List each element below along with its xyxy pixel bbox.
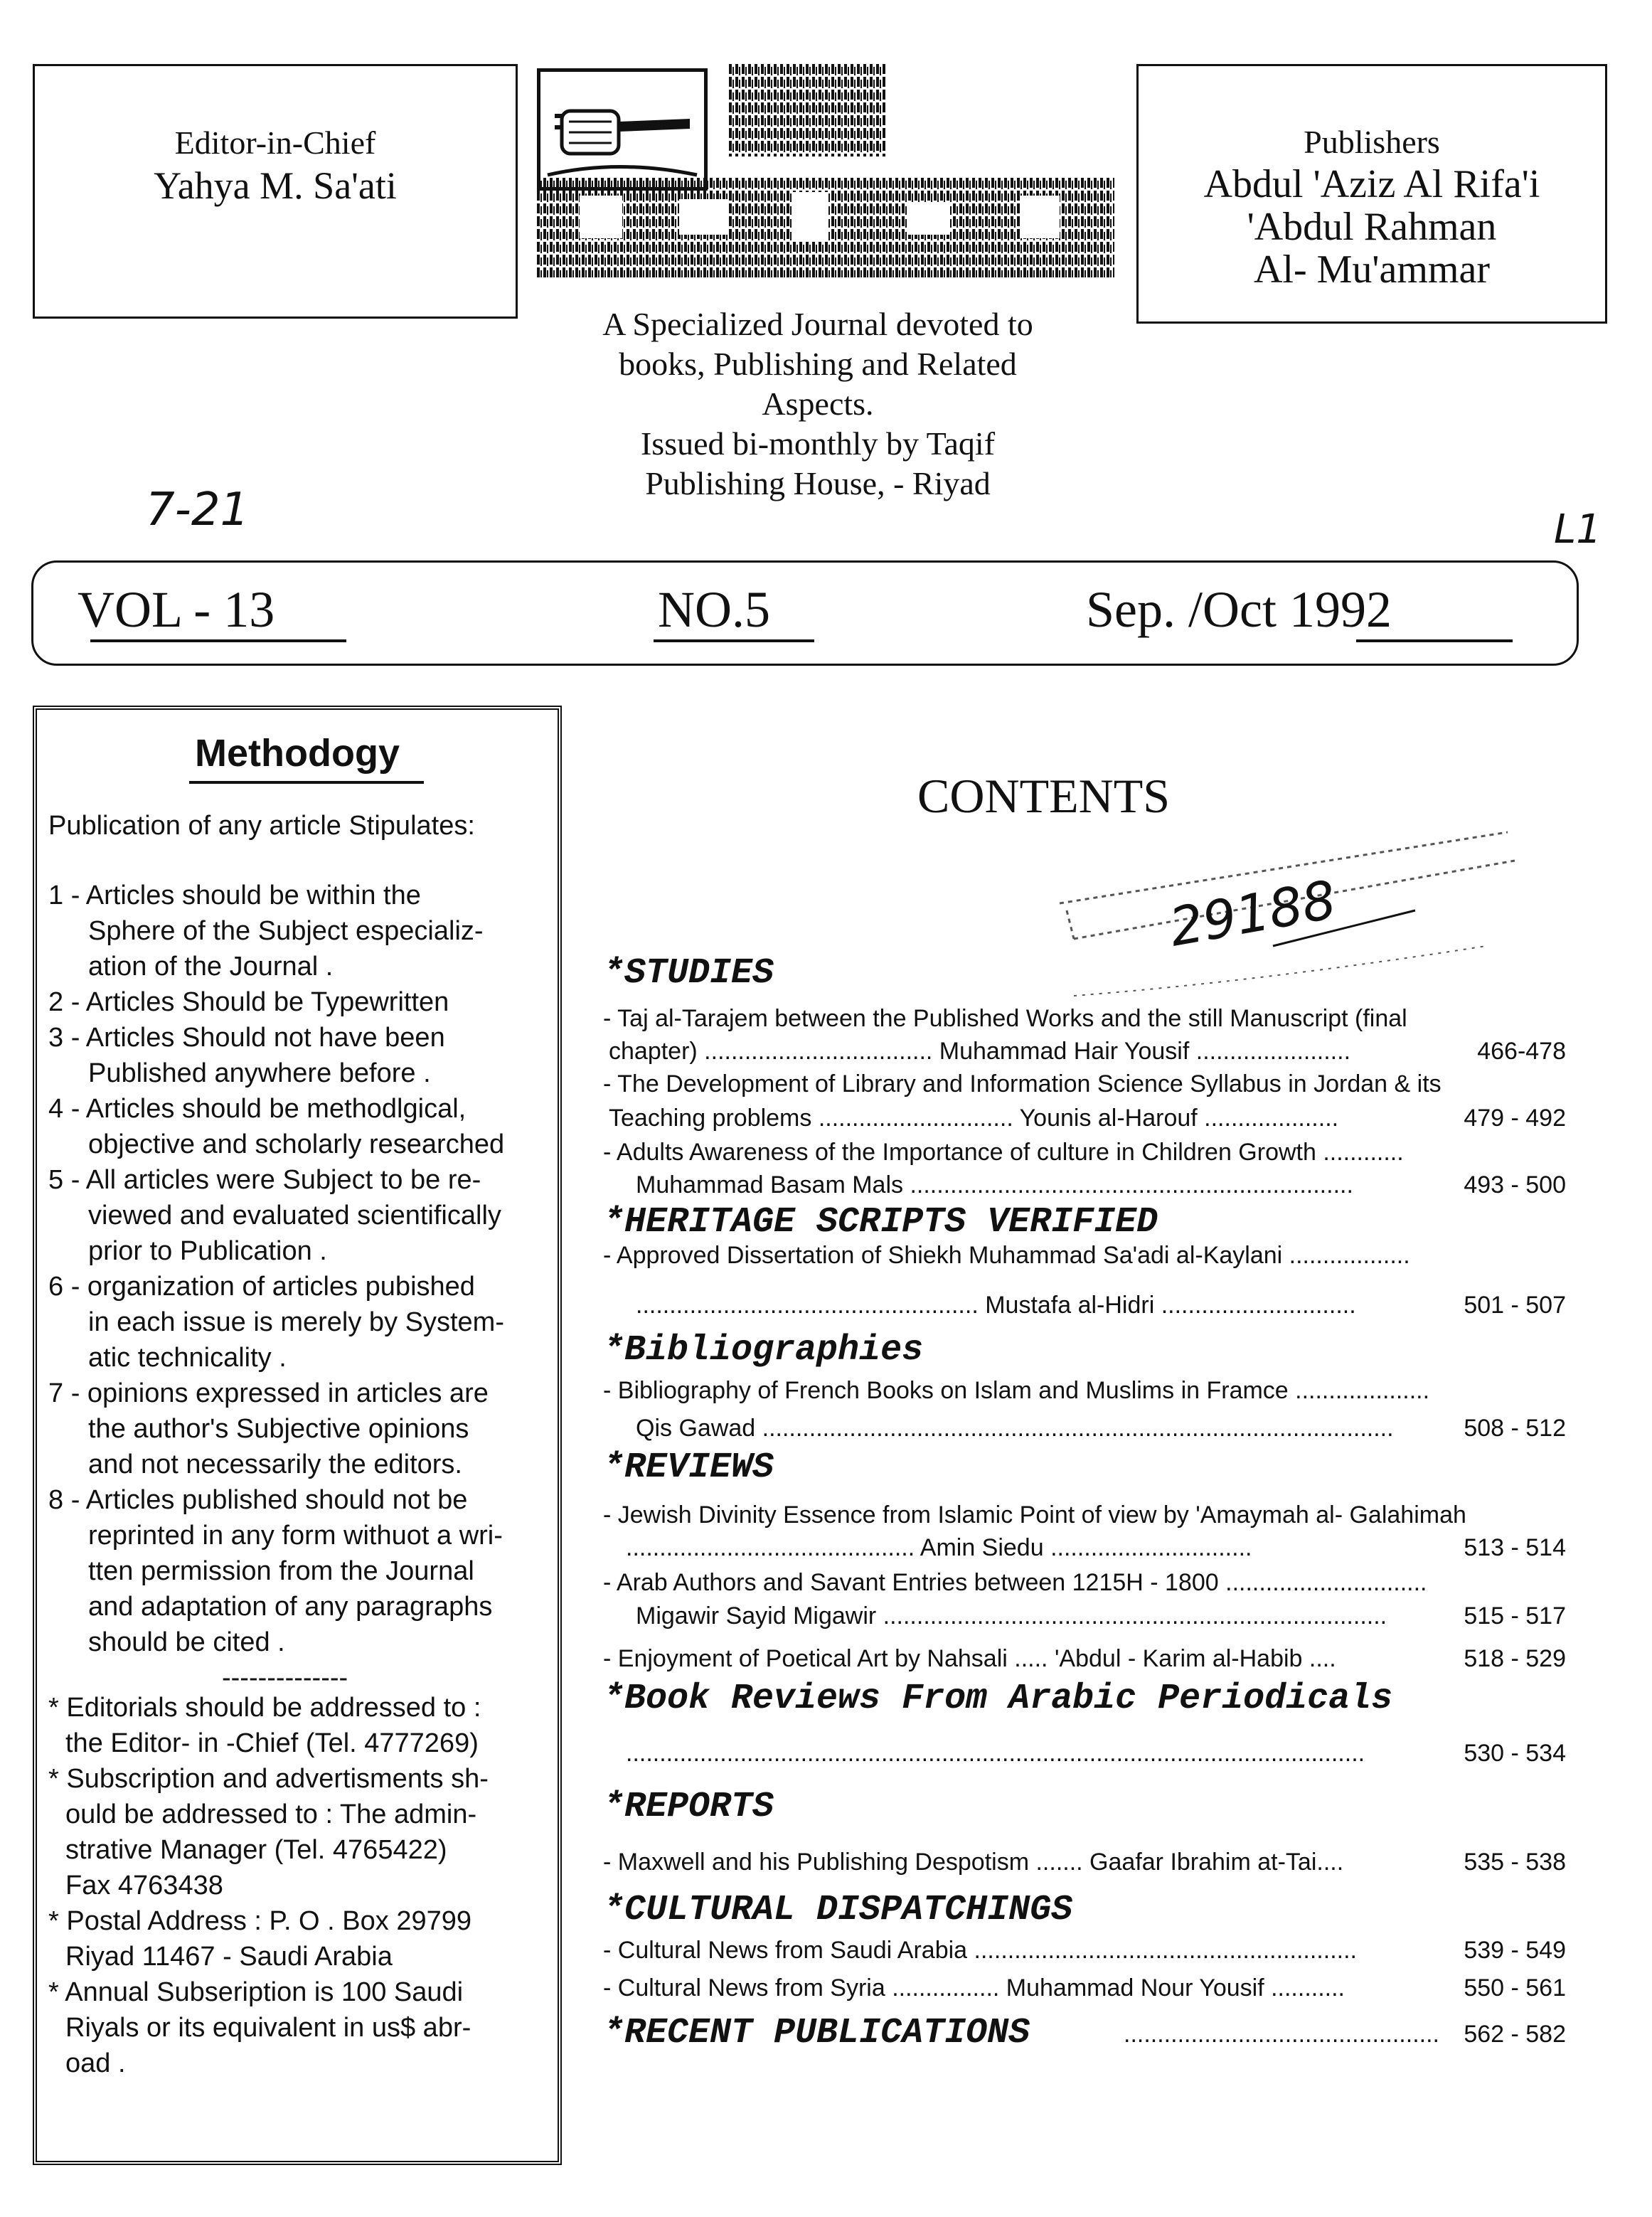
section-cultural: *CULTURAL DISPATCHINGS xyxy=(603,1890,1073,1930)
methodology-line: -------------- xyxy=(222,1663,348,1693)
page-range: 539 - 549 xyxy=(1464,1937,1566,1964)
contents-line: - Adults Awareness of the Importance of culture in Children Growth ............ xyxy=(603,1139,1404,1166)
contents-line: - Cultural News from Syria ................ Muhammad Nour Yousif ........... xyxy=(603,1974,1345,2001)
methodology-title: Methodogy xyxy=(195,732,400,775)
methodology-line: reprinted in any form withuot a wri- xyxy=(88,1521,503,1551)
methodology-box xyxy=(33,706,562,2165)
methodology-line: tten permission from the Journal xyxy=(88,1556,474,1586)
library-stamp xyxy=(1045,818,1536,1024)
pointing-hand-icon xyxy=(537,68,708,191)
publisher-name: Abdul 'Aziz Al Rifa'i xyxy=(1203,162,1540,206)
methodology-line: atic technicality . xyxy=(88,1343,287,1373)
contents-line: Teaching problems ............................. Younis al-Harouf .................... xyxy=(609,1105,1339,1132)
page-range: 550 - 561 xyxy=(1464,1974,1566,2001)
contents-line: - The Development of Library and Information Science Syllabus in Jordan & its xyxy=(603,1070,1441,1097)
methodology-line: 5 - All articles were Subject to be re- xyxy=(48,1165,481,1195)
issue-info-bar xyxy=(31,560,1579,666)
editor-name: Yahya M. Sa'ati xyxy=(154,164,397,207)
tagline-line: books, Publishing and Related xyxy=(619,346,1017,382)
page-range: 466-478 xyxy=(1477,1038,1566,1065)
methodology-line: * Postal Address : P. O . Box 29799 xyxy=(48,1906,471,1936)
publishers-label: Publishers xyxy=(1304,124,1440,160)
page-range: 479 - 492 xyxy=(1464,1105,1566,1132)
page-range: 530 - 534 xyxy=(1464,1740,1566,1767)
issue-number: NO.5 xyxy=(658,581,770,638)
methodology-line: 6 - organization of articles pubished xyxy=(48,1272,475,1302)
page-range: 501 - 507 xyxy=(1464,1292,1566,1319)
methodology-line: Published anywhere before . xyxy=(88,1058,431,1088)
page-range: 513 - 514 xyxy=(1464,1534,1566,1561)
methodology-line: Riyals or its equivalent in us$ abr- xyxy=(65,2013,471,2043)
tagline-line: Publishing House, - Riyad xyxy=(645,465,991,501)
journal-tagline xyxy=(469,304,1166,504)
contents-line: chapter) .................................. Muhammad Hair Yousif ....................... xyxy=(609,1038,1351,1065)
methodology-line: objective and scholarly researched xyxy=(88,1129,505,1159)
methodology-line: strative Manager (Tel. 4765422) xyxy=(65,1835,447,1865)
publisher-name: Al- Mu'ammar xyxy=(1253,248,1490,292)
section-heritage: *HERITAGE SCRIPTS VERIFIED xyxy=(603,1202,1158,1243)
stamp-number: 29188 xyxy=(1165,869,1341,959)
tagline-line: A Specialized Journal devoted to xyxy=(602,306,1033,342)
contents-line: - Bibliography of French Books on Islam and Muslims in Framce .................... xyxy=(603,1377,1430,1404)
handwritten-note-left: 7-21 xyxy=(146,484,250,536)
methodology-line: * Subscription and advertisments sh- xyxy=(48,1764,489,1794)
section-studies: *STUDIES xyxy=(603,953,774,994)
contents-line: - Enjoyment of Poetical Art by Nahsali ..... 'Abdul - Karim al-Habib .... xyxy=(603,1645,1336,1672)
methodology-line: Sphere of the Subject especializ- xyxy=(88,916,484,946)
handwritten-note-right: L1 xyxy=(1554,506,1602,553)
methodology-line: in each issue is merely by System- xyxy=(88,1307,504,1337)
section-reviews: *REVIEWS xyxy=(603,1447,774,1488)
page-range: 535 - 538 xyxy=(1464,1849,1566,1876)
volume-number: VOL - 13 xyxy=(78,581,275,638)
contents-line: ............................................... xyxy=(1124,2021,1439,2048)
section-reports: *REPORTS xyxy=(603,1787,774,1827)
methodology-line: 2 - Articles Should be Typewritten xyxy=(48,987,449,1017)
contents-line: - Cultural News from Saudi Arabia ......................................................... xyxy=(603,1937,1357,1964)
methodology-line: 7 - opinions expressed in articles are xyxy=(48,1378,489,1408)
contents-line: Qis Gawad .............................................................................................. xyxy=(636,1415,1394,1442)
methodology-line: 1 - Articles should be within the xyxy=(48,881,421,910)
methodology-line: Riyad 11467 - Saudi Arabia xyxy=(65,1942,393,1972)
publisher-name: 'Abdul Rahman xyxy=(1247,205,1497,249)
logo-pattern-top xyxy=(729,64,885,156)
logo-pattern-bottom xyxy=(537,178,1114,277)
contents-line: .............................................................................................................. xyxy=(626,1740,1365,1767)
page-range: 562 - 582 xyxy=(1464,2021,1566,2048)
methodology-intro: Publication of any article Stipulates: xyxy=(48,811,475,841)
page-range: 508 - 512 xyxy=(1464,1415,1566,1442)
methodology-line: 8 - Articles published should not be xyxy=(48,1485,468,1515)
contents-line: - Arab Authors and Savant Entries between 1215H - 1800 .............................. xyxy=(603,1569,1427,1596)
page-range: 493 - 500 xyxy=(1464,1171,1566,1198)
contents-line: - Maxwell and his Publishing Despotism ....... Gaafar Ibrahim at-Tai.... xyxy=(603,1849,1344,1876)
methodology-line: the author's Subjective opinions xyxy=(88,1414,469,1444)
tagline-line: Issued bi-monthly by Taqif xyxy=(640,425,996,462)
editor-label: Editor-in-Chief xyxy=(174,124,376,161)
contents-line: - Taj al-Tarajem between the Published Works and the still Manuscript (final xyxy=(603,1005,1407,1032)
methodology-line: ould be addressed to : The admin- xyxy=(65,1799,477,1829)
publishers-box xyxy=(1136,64,1607,324)
methodology-line: 3 - Articles Should not have been xyxy=(48,1023,445,1053)
methodology-line: and not necessarily the editors. xyxy=(88,1450,462,1479)
methodology-line: and adaptation of any paragraphs xyxy=(88,1592,493,1622)
contents-line: ........................................... Amin Siedu .............................. xyxy=(626,1534,1252,1561)
methodology-line: * Annual Subseription is 100 Saudi xyxy=(48,1977,464,2007)
methodology-line: ation of the Journal . xyxy=(88,952,334,982)
contents-line: Muhammad Basam Mals .................................................................. xyxy=(636,1171,1353,1198)
methodology-line: prior to Publication . xyxy=(88,1236,327,1266)
contents-line: - Jewish Divinity Essence from Islamic Point of view by 'Amaymah al- Galahimah xyxy=(603,1501,1466,1528)
methodology-line: 4 - Articles should be methodlgical, xyxy=(48,1094,467,1124)
methodology-line: should be cited . xyxy=(88,1627,285,1657)
methodology-line: viewed and evaluated scientifically xyxy=(88,1201,501,1230)
tagline-line: Aspects. xyxy=(762,386,874,422)
section-bibliographies: *Bibliographies xyxy=(603,1330,924,1371)
methodology-line: Fax 4763438 xyxy=(65,1871,223,1900)
section-recent: *RECENT PUBLICATIONS xyxy=(603,2013,1030,2053)
contents-line: Migawir Sayid Migawir ........................................................................... xyxy=(636,1602,1387,1629)
section-book-reviews: *Book Reviews From Arabic Periodicals xyxy=(603,1679,1393,1719)
page-range: 518 - 529 xyxy=(1464,1645,1566,1672)
editor-box xyxy=(33,64,518,319)
methodology-line: * Editorials should be addressed to : xyxy=(48,1693,481,1723)
contents-line: - Approved Dissertation of Shiekh Muhammad Sa'adi al-Kaylani .................. xyxy=(603,1242,1410,1269)
methodology-line: the Editor- in -Chief (Tel. 4777269) xyxy=(65,1728,479,1758)
contents-title: CONTENTS xyxy=(917,769,1171,823)
methodology-line: oad . xyxy=(65,2048,126,2078)
page-range: 515 - 517 xyxy=(1464,1602,1566,1629)
issue-date: Sep. /Oct 1992 xyxy=(1086,581,1392,638)
contents-line: ................................................... Mustafa al-Hidri ............................. xyxy=(636,1292,1356,1319)
journal-logo xyxy=(537,64,1114,277)
